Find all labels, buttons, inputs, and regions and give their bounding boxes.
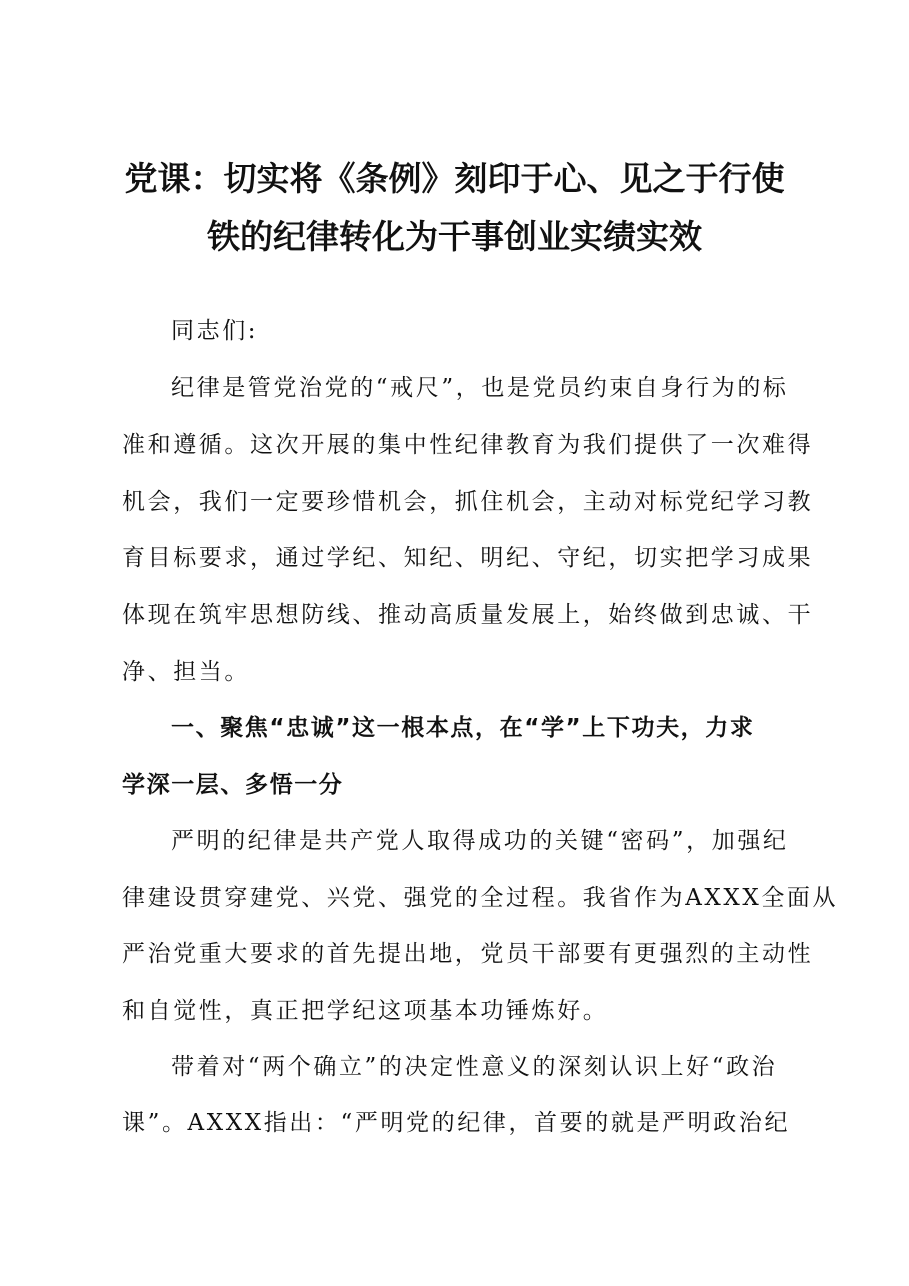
paragraph-2-line: 严明的纪律是共产党人取得成功的关键“密码”，加强纪 xyxy=(171,828,789,854)
paragraph-1-line: 体现在筑牢思想防线、推动高质量发展上，始终做到忠诚、干 xyxy=(122,602,814,628)
paragraph-2-line: 律建设贯穿建党、兴党、强党的全过程。我省作为AXXX全面从 xyxy=(122,885,839,911)
paragraph-2-line: 和自觉性，真正把学纪这项基本功锤炼好。 xyxy=(122,998,609,1024)
paragraph-1-line: 纪律是管党治党的“戒尺”，也是党员约束自身行为的标 xyxy=(171,375,789,401)
document-title-line-1: 党课：切实将《条例》刻印于心、见之于行使 xyxy=(124,159,785,198)
paragraph-1-line: 机会，我们一定要珍惜机会，抓住机会，主动对标党纪学习教 xyxy=(122,489,814,515)
paragraph-3-line: 课”。AXXX指出：“严明党的纪律，首要的就是严明政治纪 xyxy=(122,1110,791,1136)
paragraph-2-line: 严治党重大要求的首先提出地，党员干部要有更强烈的主动性 xyxy=(122,941,814,967)
greeting: 同志们: xyxy=(171,318,259,344)
document-title-line-2: 铁的纪律转化为干事创业实绩实效 xyxy=(207,217,702,256)
section-heading-1-line: 一、聚焦“忠诚”这一根本点，在“学”上下功夫，力求 xyxy=(171,715,755,741)
paragraph-3-line: 带着对“两个确立”的决定性意义的深刻认识上好“政治 xyxy=(171,1054,778,1080)
section-heading-1-line: 学深一层、多悟一分 xyxy=(122,772,344,798)
paragraph-1-line: 净、担当。 xyxy=(122,659,250,685)
paragraph-1-line: 准和遵循。这次开展的集中性纪律教育为我们提供了一次难得 xyxy=(122,432,814,458)
paragraph-1-line: 育目标要求，通过学纪、知纪、明纪、守纪，切实把学习成果 xyxy=(122,545,814,571)
